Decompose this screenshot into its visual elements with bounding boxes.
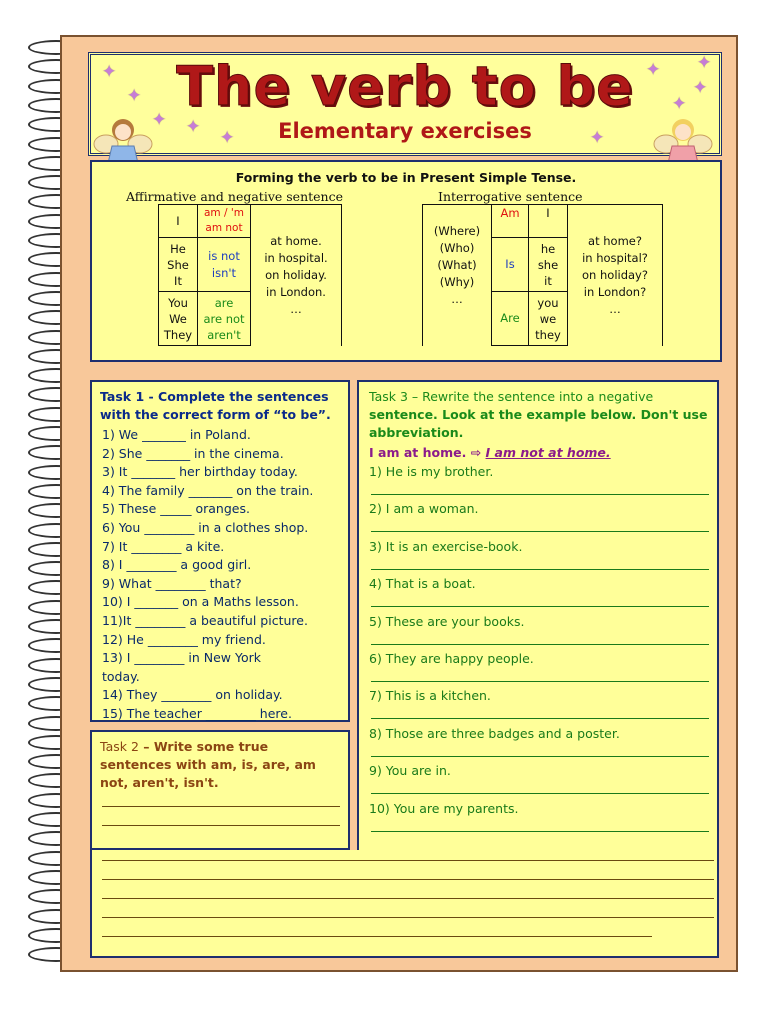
writing-line[interactable] bbox=[102, 825, 340, 826]
pronoun-cell: I bbox=[159, 205, 198, 238]
task3-heading: Task 3 – Rewrite the sentence into a negative sentence. Look at the example below. Don't use abbreviation. bbox=[369, 389, 708, 440]
writing-line[interactable] bbox=[102, 936, 652, 937]
task1-item[interactable]: 1) We _______ in Poland. bbox=[102, 427, 251, 442]
q-places-cell: at home? in hospital? on holiday? in London? … bbox=[568, 205, 663, 346]
star-icon: ✦ bbox=[186, 117, 201, 137]
task2-heading: Task 2 – Write some true sentences with am, is, are, am not, aren't, isn't. bbox=[100, 739, 316, 790]
page-subtitle: Elementary exercises bbox=[278, 119, 532, 143]
answer-line[interactable] bbox=[371, 681, 709, 682]
example-answer: I am not at home. bbox=[485, 445, 611, 460]
affirmative-label: Affirmative and negative sentence bbox=[126, 189, 343, 204]
star-icon: ✦ bbox=[590, 128, 605, 148]
task1-item[interactable]: 4) The family _______ on the train. bbox=[102, 482, 314, 498]
verb-cell: Is bbox=[492, 238, 529, 292]
places-cell: at home. in hospital. on holiday. in London. … bbox=[251, 205, 342, 346]
task3-item: 2) I am a woman. bbox=[369, 501, 479, 517]
task1-panel bbox=[90, 380, 350, 722]
task3-item: 4) That is a boat. bbox=[369, 576, 476, 592]
form-cell: are are not aren't bbox=[198, 292, 251, 346]
task3-panel bbox=[357, 380, 719, 855]
task1-item[interactable]: 12) He ________ my friend. bbox=[102, 631, 266, 647]
task1-item[interactable]: 9) What ________ that? bbox=[102, 575, 242, 591]
task3-example bbox=[369, 444, 611, 462]
star-icon: ✦ bbox=[152, 110, 167, 130]
grammar-heading: Forming the verb to be in Present Simple Tense. bbox=[235, 170, 577, 185]
star-icon: ✦ bbox=[672, 94, 687, 114]
task1-item[interactable]: 3) It _______ her birthday today. bbox=[102, 464, 298, 480]
answer-line[interactable] bbox=[371, 831, 709, 832]
page-title: The verb to be bbox=[176, 55, 634, 118]
interrogative-table bbox=[422, 204, 663, 346]
answer-line[interactable] bbox=[371, 793, 709, 794]
task1-item[interactable]: 10) I _______ on a Maths lesson. bbox=[102, 594, 299, 610]
task1-item[interactable]: 14) They ________ on holiday. bbox=[102, 687, 283, 703]
form-cell: is not isn't bbox=[198, 238, 251, 292]
task1-item[interactable]: 8) I ________ a good girl. bbox=[102, 557, 252, 573]
task3-item: 1) He is my brother. bbox=[369, 464, 494, 479]
form-cell: am / 'm am not bbox=[198, 205, 251, 238]
task2-panel bbox=[90, 730, 350, 850]
pronoun-cell: you we they bbox=[529, 292, 568, 346]
task3-item: 5) These are your books. bbox=[369, 613, 525, 629]
task3-item: 6) They are happy people. bbox=[369, 651, 534, 666]
writing-line[interactable] bbox=[102, 898, 714, 899]
task1-item[interactable]: 6) You ________ in a clothes shop. bbox=[102, 520, 309, 535]
wh-cell: (Where) (Who) (What) (Why) … bbox=[423, 205, 492, 346]
writing-line[interactable] bbox=[102, 860, 714, 861]
writing-line[interactable] bbox=[102, 806, 340, 807]
task3-item: 3) It is an exercise-book. bbox=[369, 538, 523, 554]
star-icon: ✦ bbox=[693, 78, 708, 98]
example-given: I am at home. bbox=[369, 445, 467, 460]
title-panel bbox=[88, 52, 722, 156]
task1-item[interactable]: 7) It ________ a kite. bbox=[102, 538, 225, 554]
star-icon: ✦ bbox=[102, 62, 117, 82]
task1-item[interactable]: 13) I ________ in New York bbox=[102, 650, 261, 666]
answer-line[interactable] bbox=[371, 494, 709, 495]
answer-line[interactable] bbox=[371, 606, 709, 607]
star-icon: ✦ bbox=[127, 86, 142, 106]
verb-cell: Am bbox=[492, 205, 529, 238]
task3-item: 9) You are in. bbox=[369, 763, 451, 779]
task1-heading: Task 1 - Complete the sentences with the correct form of “to be”. bbox=[100, 389, 331, 422]
task1-item[interactable]: 15) The teacher ________ here. bbox=[102, 706, 292, 721]
answer-line[interactable] bbox=[371, 718, 709, 719]
pronoun-cell: I bbox=[529, 205, 568, 238]
star-icon: ✦ bbox=[697, 53, 712, 73]
writing-line[interactable] bbox=[102, 917, 714, 918]
task1-item[interactable]: 5) These _____ oranges. bbox=[102, 501, 250, 517]
pronoun-cell: he she it bbox=[529, 238, 568, 292]
task3-item: 8) Those are three badges and a poster. bbox=[369, 725, 620, 741]
verb-cell: Are bbox=[492, 292, 529, 346]
writing-area bbox=[90, 850, 719, 958]
pronoun-cell: He She It bbox=[159, 238, 198, 292]
interrogative-label: Interrogative sentence bbox=[438, 189, 583, 204]
pronoun-cell: You We They bbox=[159, 292, 198, 346]
task3-item: 7) This is a kitchen. bbox=[369, 688, 491, 704]
star-icon: ✦ bbox=[646, 60, 661, 80]
task1-item[interactable]: 2) She _______ in the cinema. bbox=[102, 445, 284, 461]
writing-line[interactable] bbox=[102, 879, 714, 880]
answer-line[interactable] bbox=[371, 756, 709, 757]
arrow-icon: ⇨ bbox=[470, 445, 482, 460]
task3-item: 10) You are my parents. bbox=[369, 800, 519, 816]
task1-item[interactable]: today. bbox=[102, 668, 140, 684]
answer-line[interactable] bbox=[371, 569, 709, 570]
answer-line[interactable] bbox=[371, 644, 709, 645]
answer-line[interactable] bbox=[371, 531, 709, 532]
grammar-panel bbox=[90, 160, 722, 362]
task1-item[interactable]: 11)It ________ a beautiful picture. bbox=[102, 613, 308, 628]
star-icon: ✦ bbox=[220, 128, 235, 148]
affirmative-table bbox=[158, 204, 342, 346]
